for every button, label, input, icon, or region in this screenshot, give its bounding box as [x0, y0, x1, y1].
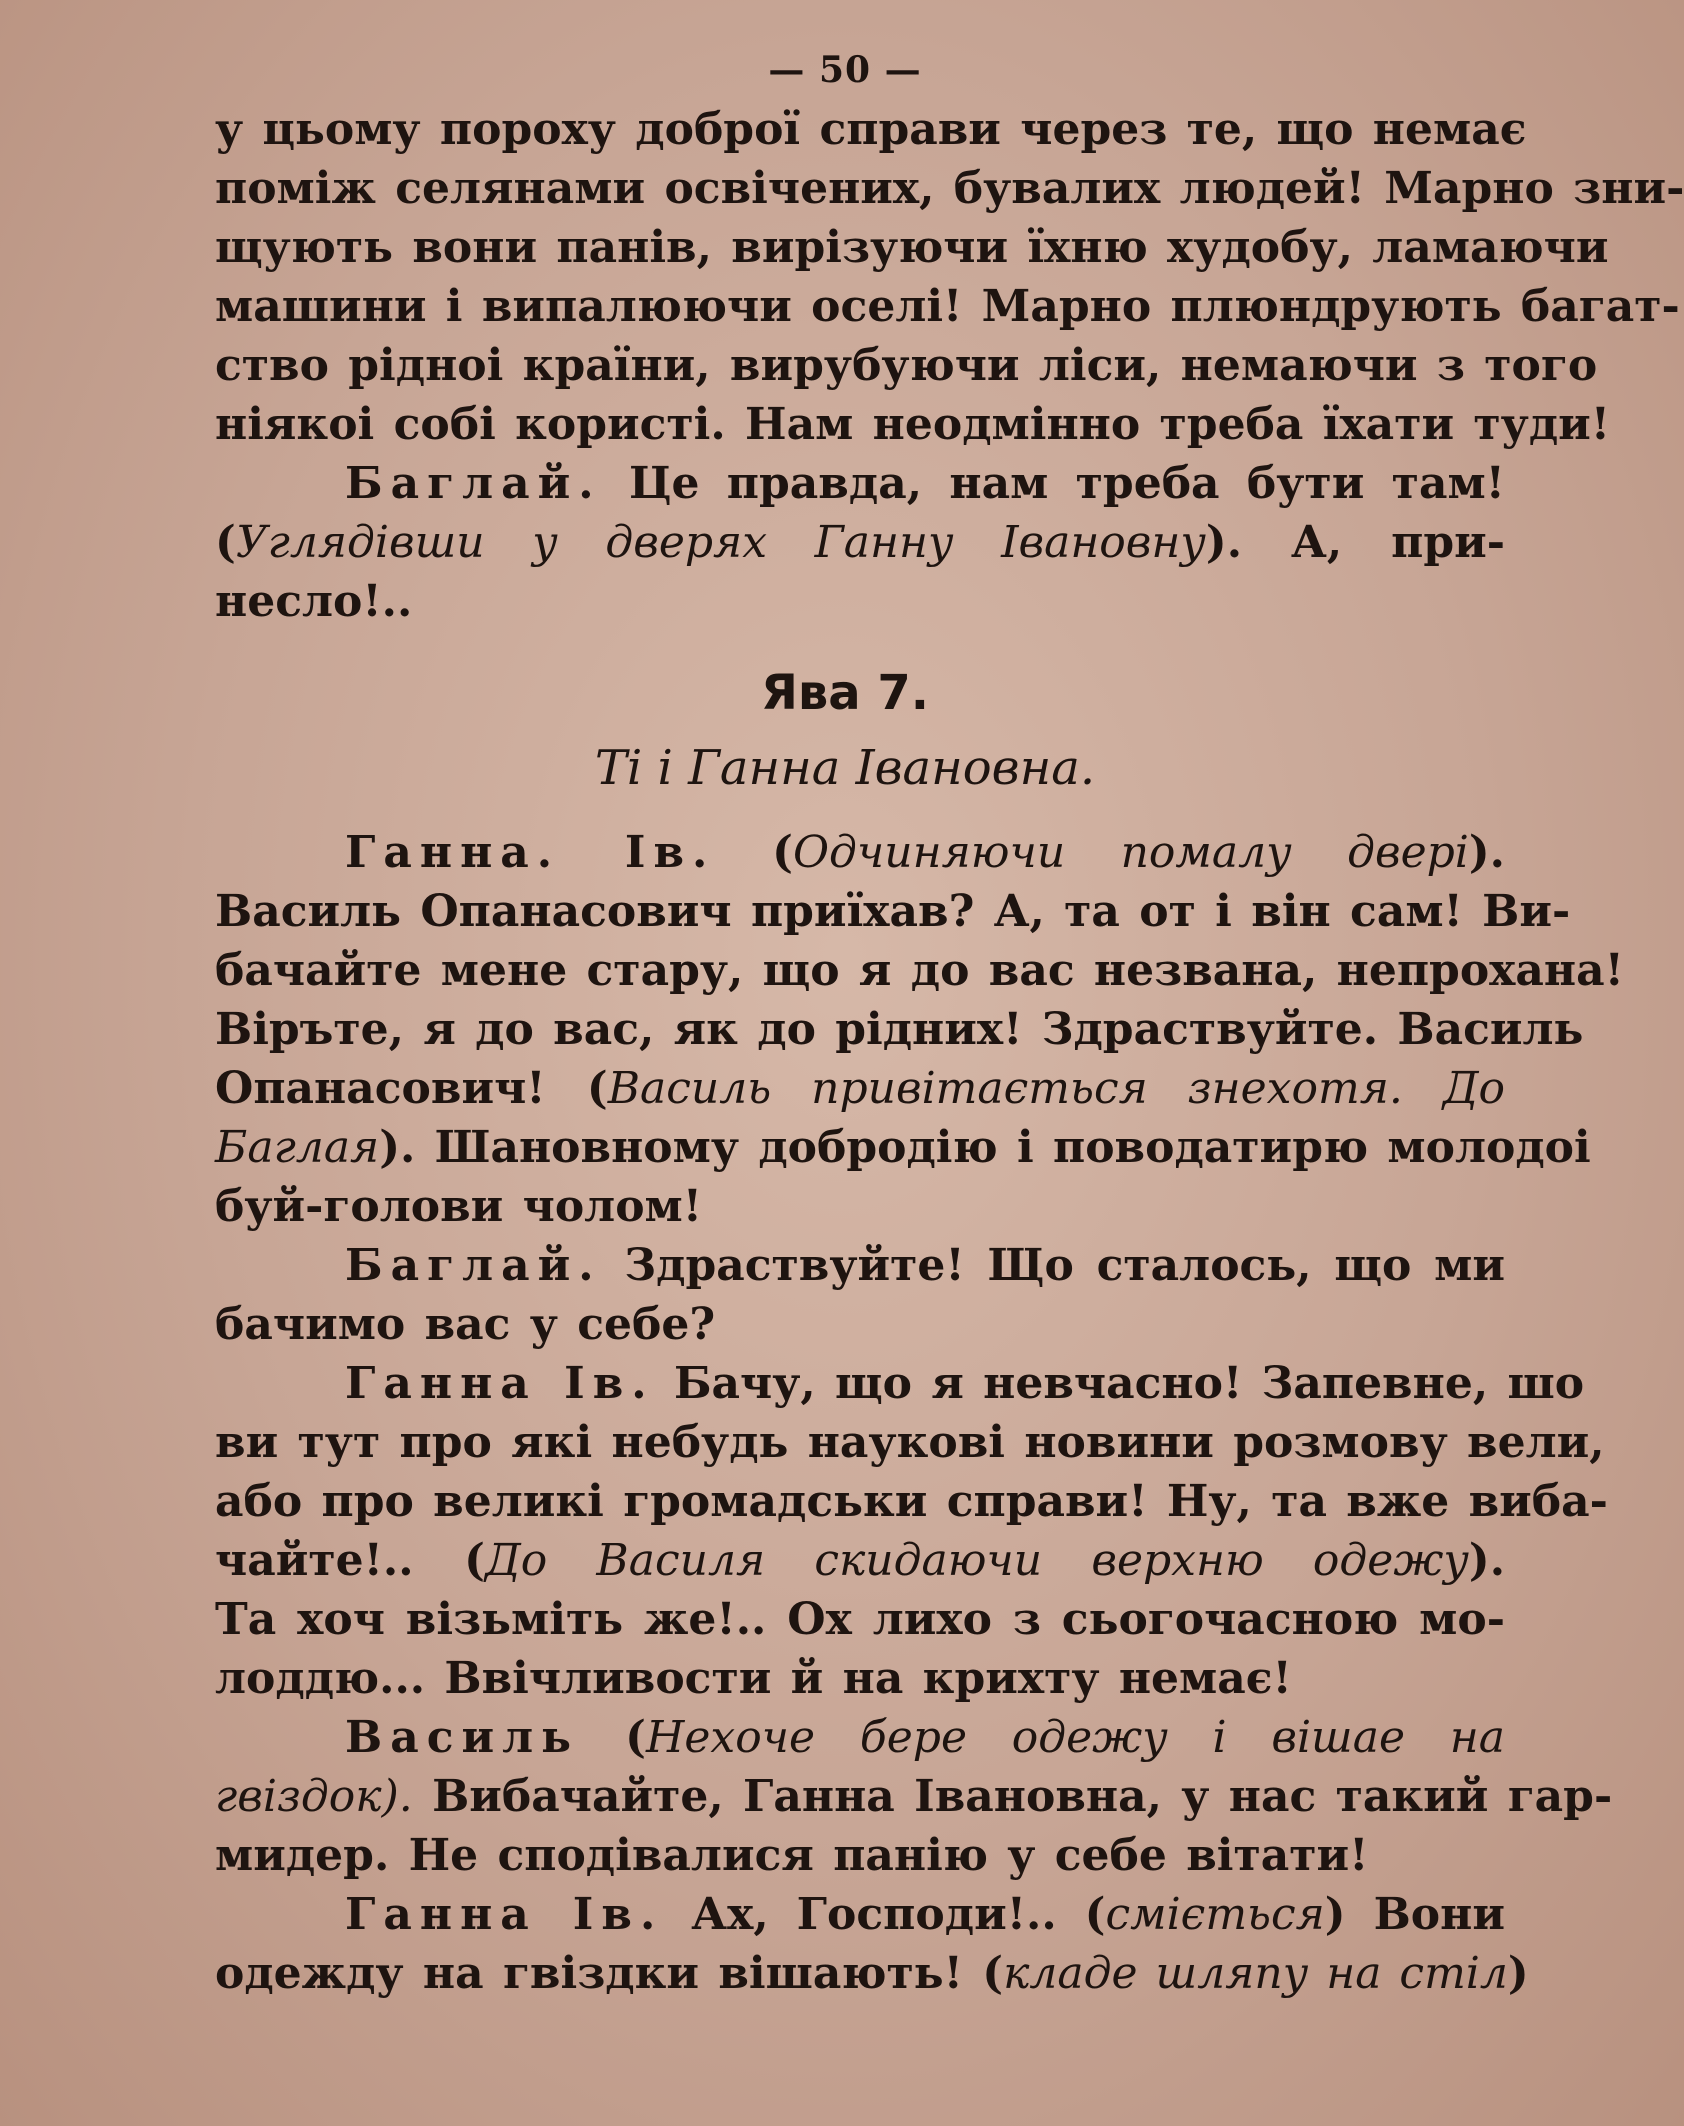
dialogue-text: чайте!..	[215, 1535, 414, 1586]
dialogue-text: Вони	[1373, 1889, 1505, 1940]
dialogue-vasyl-1	[215, 1708, 1613, 1885]
stage-direction: сміється	[1105, 1889, 1325, 1940]
stage-direction: кладе шляпу на стіл	[1003, 1948, 1508, 1999]
dialogue-text: Шановному добродію і поводатирю молодоі	[434, 1122, 1591, 1173]
dialogue-text: Це правда, нам треба бути там!	[628, 458, 1505, 509]
page-number: — 50 —	[768, 49, 922, 91]
speaker-name: Ганна Ів.	[345, 1358, 655, 1409]
text-line: поміж селянами освічених, бувалих людей! Марно зни-	[215, 163, 1684, 214]
text-line: ство рідноі країни, вирубуючи ліси, немаючи з того	[215, 340, 1598, 391]
scene-cast: Ті і Ганна Івановна.	[594, 740, 1096, 796]
text-line: Та хоч візьміть же!.. Ох лихо з сьогочасною мо-	[215, 1594, 1505, 1645]
text-line: щують вони панів, вирізуючи їхню худобу, ламаючи	[215, 222, 1609, 273]
dialogue-hanna-2	[215, 1354, 1608, 1708]
speaker-name: Ганна. Ів.	[345, 827, 716, 878]
dialogue-hanna-3	[215, 1885, 1529, 2003]
text-line	[215, 1354, 1585, 1413]
dialogue-text: одежду на гвіздки вішають!	[215, 1948, 963, 1999]
dialogue-text: Ах, Господи!..	[691, 1889, 1057, 1940]
text-line	[215, 1236, 1505, 1295]
dialogue-text: Опанасович!	[215, 1063, 546, 1114]
text-line: у цьому пороху доброї справи через те, що немає	[215, 104, 1527, 155]
stage-direction: Баглая	[215, 1122, 380, 1173]
speaker-name: Василь	[345, 1712, 580, 1763]
scene-title: Ява 7.	[760, 665, 930, 721]
text-line: чайте!.. (До Василя скидаючи верхню одежу).	[215, 1535, 1506, 1586]
text-line: бачайте мене стару, що я до вас незвана, непрохана!	[215, 945, 1624, 996]
dialogue-text: Бачу, що я невчасно! Запевне, шо	[673, 1358, 1585, 1409]
dialogue-hanna-1	[215, 823, 1624, 1236]
text-line: бачимо вас у себе?	[215, 1299, 716, 1350]
paragraph-continuation	[215, 100, 1684, 454]
stage-direction: До Василя скидаючи верхню одежу	[484, 1535, 1469, 1586]
text-line: буй-голови чолом!	[215, 1181, 703, 1232]
speaker-name: Баглай.	[345, 458, 602, 509]
text-line: Віръте, я до вас, як до рідних! Здраствуйте. Василь	[215, 1004, 1584, 1055]
dialogue-baglai-1	[215, 454, 1505, 631]
text-line: ви тут про які небудь наукові новини розмову вели,	[215, 1417, 1605, 1468]
text-line: Ганна Ів. Ах, Господи!.. (сміється) Вони	[345, 1889, 1505, 1940]
text-line: одежду на гвіздки вішають! (кладе шляпу на стіл)	[215, 1948, 1529, 1999]
text-line: Василь Опанасович приїхав? А, та от і він сам! Ви-	[215, 886, 1571, 937]
text-line: несло!..	[215, 576, 413, 627]
stage-direction: гвіздок).	[215, 1771, 413, 1822]
text-line: Ганна. Ів. (Одчиняючи помалу двері).	[345, 827, 1505, 878]
speaker-name: Баглай.	[345, 1240, 602, 1291]
dialogue-text: Вибачайте, Ганна Івановна, у нас такий гар-	[432, 1771, 1613, 1822]
text-line: Василь (Нехоче бере одежу і вішае на	[345, 1712, 1506, 1763]
text-line: мидер. Не сподівалися панію у себе вітати!	[215, 1830, 1369, 1881]
text-line: лоддю... Ввічливости й на крихту немає!	[215, 1653, 1292, 1704]
dialogue-baglai-2	[215, 1236, 1505, 1354]
text-line: (Углядівши у дверях Ганну Івановну). А, при-	[215, 517, 1505, 568]
text-line: Опанасович! (Василь привітається знехотя. До	[215, 1063, 1505, 1114]
dialogue-text: А, при-	[1291, 517, 1505, 568]
speaker-name: Ганна Ів.	[345, 1889, 664, 1940]
book-page	[215, 40, 1684, 2003]
stage-direction: Углядівши у дверях Ганну Івановну	[235, 517, 1206, 568]
text-line: ніякоі собі користі. Нам неодмінно треба їхати туди!	[215, 399, 1611, 450]
text-line: Баглая). Шановному добродію і поводатирю молодоі	[215, 1122, 1591, 1173]
text-line	[215, 1767, 1613, 1826]
stage-direction: Нехоче бере одежу і вішае на	[645, 1712, 1506, 1763]
text-line: машини і випалюючи оселі! Марно плюндрують багат-	[215, 281, 1680, 332]
stage-direction: Одчиняючи помалу двері	[792, 827, 1469, 878]
stage-direction: Василь привітається знехотя. До	[607, 1063, 1505, 1114]
text-line	[215, 454, 1505, 513]
text-line: або про великі громадськи справи! Ну, та вже виба-	[215, 1476, 1608, 1527]
dialogue-text: Здраствуйте! Що сталось, що ми	[624, 1240, 1505, 1291]
